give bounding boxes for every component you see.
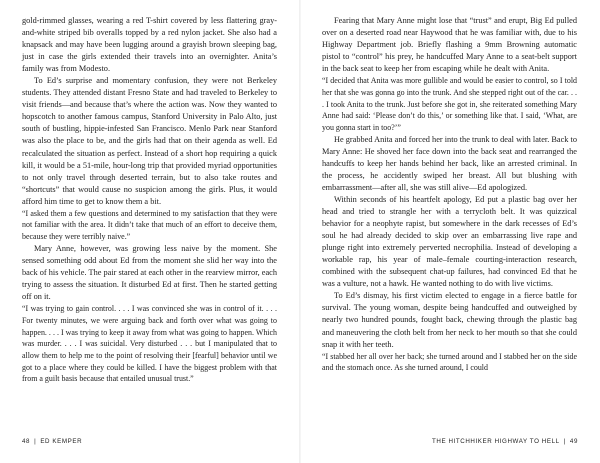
paragraph: Within seconds of his heartfelt apology, Ed put a plastic bag over her head and tried to strangle her with a terrycloth belt. It was quizzical behavior for a neophyte rapist, but somewhere in the dark recesses of Ed’s soul he had already decided to skip over an embarrassing live rape and plunge right into extremely perverted necrophilia. Instead of developing a workable rap, his year of male–female courting-interaction research, combined with the subsequent chat-up failures, had convinced Ed that he was a vulture, not a hawk. He wanted nothing to do with live victims.	[322, 194, 577, 289]
book-gutter	[299, 0, 301, 463]
left-folio	[22, 438, 82, 445]
right-page	[322, 15, 577, 374]
paragraph: To Ed’s surprise and momentary confusion, they were not Berkeley students. They attended distant Fresno State and had traveled to Berkeley to visit friends—and because that’s where the action was. Now they wanted to hopscotch to another famous campus, Stanford University in Palo Alto, just south of bustling, hippie-infested San Francisco. Menlo Park near Stanford was also the place to be, and the girls had that on their agenda as well. Ed recalculated the situation as perfect. Instead of a short hop requiring a quick kill, it would be a 51-mile, hour-long trip that provided myriad opportunities to not only travel through deserted terrain, but to also take routes and “shortcuts” that would cause no suspicion among the girls. Plus, it would afford him time to get to know them a bit.	[22, 76, 277, 206]
running-head: THE HITCHHIKER HIGHWAY TO HELL	[432, 438, 560, 445]
paragraph: He grabbed Anita and forced her into the trunk to deal with later. Back to Mary Anne: He shoved her face down into the back seat and rearranged the handcuffs to keep her hands behind her back, like an arrested criminal. In the process, he accidently swiped her breast. All but blushing with embarrassment—after all, she was still alive—Ed apologized.	[322, 134, 577, 192]
left-page	[22, 15, 277, 385]
block-quote: “I decided that Anita was more gullible and would be easier to control, so I told her that she was gonna go into the trunk. And she stepped right out of the car. . . . I took Anita to the trunk. Just before she got in, she reiterated something Mary Anne had said: ‘Please don’t do this,’ or something like that. I said, ‘What, are you gonna start in too?’”	[322, 76, 577, 133]
right-folio	[432, 438, 578, 445]
folio-separator: |	[34, 438, 37, 445]
paragraph: Fearing that Mary Anne might lose that “trust” and erupt, Big Ed pulled over on a deserted road near Haywood that he was familiar with, due to his Highway Department job. Briefly flashing a 9mm Browning automatic pistol to “control” his prey, he handcuffed Mary Anne to a seat-belt support in the back seat to keep her from escaping while he dealt with Anita.	[322, 16, 577, 74]
page-number: 48	[22, 438, 31, 445]
block-quote: “I stabbed her all over her back; she turned around and I stabbed her on the side and the stomach once. As she turned around, I could	[322, 351, 577, 373]
block-quote: “I was trying to gain control. . . . I was convinced she was in control of it. . . . For twenty minutes, we were arguing back and forth over what was going to happen. . . . I was trying to keep it away from what was going to happen. Which was murder. . . . I was suicidal. Very disturbed . . . but I manipulated that to allow them to help me to the point of resolving their [fearful] behavior until we got to a place where they could be killed. I have the biggest problem with that from a guilt basis because that entailed unusual trust.”	[22, 304, 277, 384]
running-head: ED KEMPER	[40, 438, 83, 445]
paragraph: Mary Anne, however, was growing less naive by the moment. She sensed something odd about Ed from the moment she slid her way into the back of his vehicle. The pair stared at each other in the rearview mirror, each trying to assess the situation. It disturbed Ed at first. Then he started getting off on it.	[22, 243, 277, 302]
paragraph: gold-rimmed glasses, wearing a red T-shirt covered by less flattering gray-and-white striped bib overalls topped by a red nylon jacket. She also had a knapsack and may have been lugging around a grayish brown sleeping bag, just in case the girls extended their travels into an overnighter. Anita’s family was from Modesto.	[22, 16, 277, 74]
paragraph: To Ed’s dismay, his first victim elected to engage in a fierce battle for survival. The young woman, despite being handcuffed and outweighed by nearly two hundred pounds, fought back, chewing through the plastic bag and maneuvering the cloth belt from her neck to her mouth so that she could snap it with her teeth.	[322, 291, 577, 349]
folio-separator: |	[563, 438, 566, 445]
page-number: 49	[569, 438, 578, 445]
block-quote: “I asked them a few questions and determined to my satisfaction that they were not familiar with the area. It didn’t take that much of an effort to deceive them, because they were terribly naive.”	[22, 208, 277, 242]
